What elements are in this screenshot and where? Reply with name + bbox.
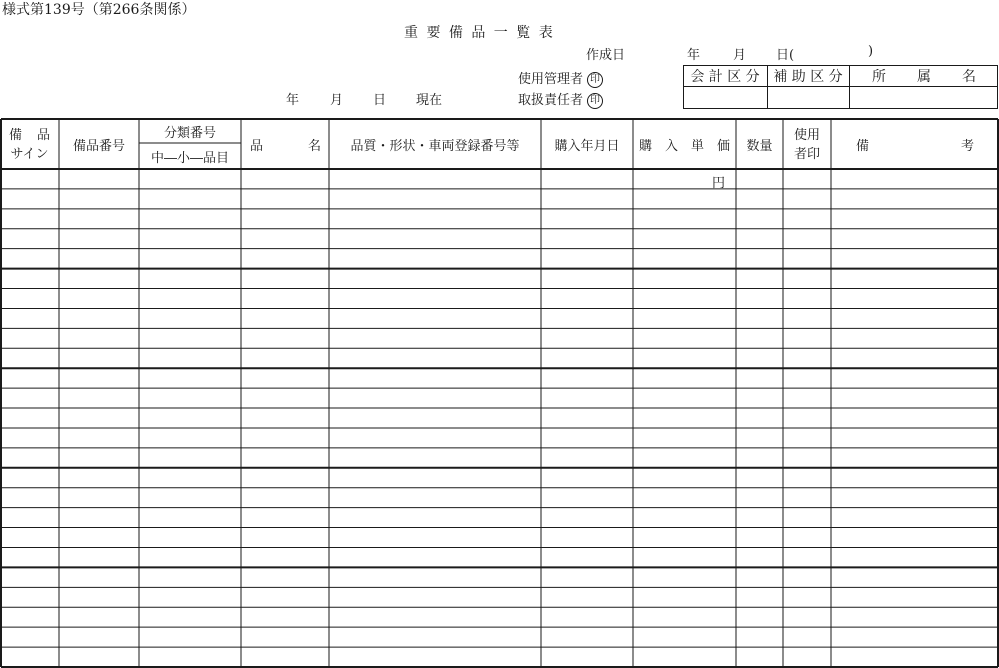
header-char: 備: [856, 139, 870, 154]
created-year: 年: [687, 48, 701, 63]
col-header-class-no: 分類番号: [163, 126, 216, 141]
col-header-quantity: 数量: [746, 139, 773, 154]
col-header-class-sub: 中―小―品目: [150, 151, 229, 166]
form-number: 様式第139号（第266条関係）: [2, 2, 196, 18]
header-char: 名: [307, 139, 321, 154]
col-header-unit-price: 購 入 単 価: [638, 139, 730, 154]
header-char: 品: [36, 128, 50, 143]
header-text: 者印: [793, 147, 820, 162]
subsidiary-header: 補 助 区 分: [773, 68, 843, 85]
header-text: サイン: [10, 147, 49, 162]
currency-unit: 円: [712, 176, 726, 191]
affiliation-char: 名: [962, 68, 976, 85]
asof-month: 月: [330, 93, 344, 108]
col-header-purchase-date: 購入年月日: [554, 139, 620, 154]
created-label: 作成日: [586, 48, 626, 63]
created-day: 日(: [776, 48, 795, 63]
header-char: 考: [960, 139, 974, 154]
created-close: ): [868, 44, 874, 59]
col-header-equip-no: 備品番号: [72, 139, 125, 154]
col-header-user-seal: [783, 124, 831, 162]
affiliation-char: 所: [872, 68, 886, 85]
col-header-remarks: [832, 135, 998, 154]
seal-icon: 印: [587, 93, 603, 109]
asof-year: 年: [286, 93, 300, 108]
affiliation-char: 属: [917, 68, 931, 85]
handler-text: 取扱責任者: [518, 93, 584, 108]
asof-day: 日: [373, 93, 387, 108]
header-text: 使用: [793, 128, 820, 143]
col-header-quality: 品質・形状・車両登録番号等: [350, 139, 520, 154]
header-char: 備: [9, 128, 23, 143]
asof-label: 現在: [416, 93, 443, 108]
col-header-name: [242, 135, 329, 154]
accounting-header: 会 計 区 分: [690, 68, 760, 85]
col-header-sign: [1, 124, 58, 162]
created-month: 月: [733, 48, 747, 63]
header-char: 品: [250, 139, 264, 154]
seal-icon: 印: [587, 72, 603, 88]
use-manager-text: 使用管理者: [518, 72, 584, 87]
page-title: 重 要 備 品 一 覧 表: [404, 25, 555, 41]
